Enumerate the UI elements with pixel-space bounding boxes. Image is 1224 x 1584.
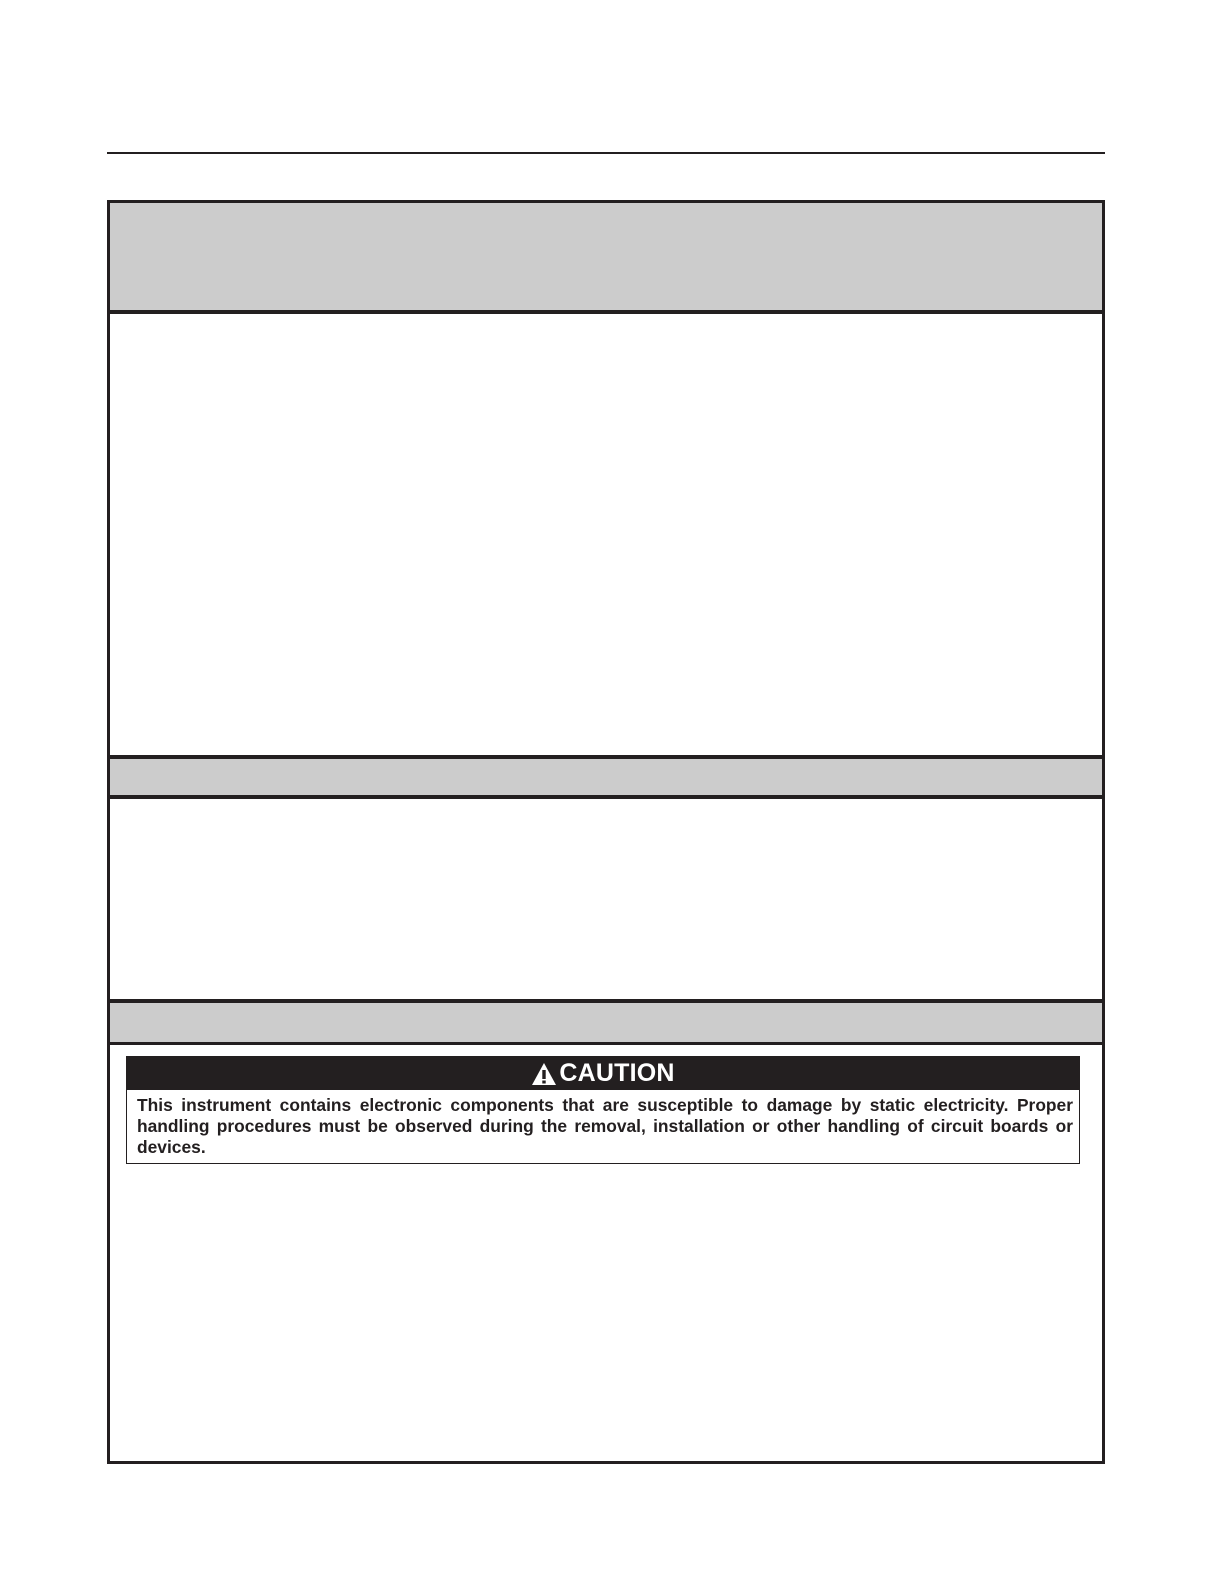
warning-triangle-icon — [531, 1062, 557, 1086]
section-band-2 — [110, 759, 1102, 795]
caution-header — [127, 1057, 1079, 1090]
caution-message: This instrument contains electronic components that are susceptible to damage by static electricity. Proper handling procedures must be observed during the removal, installation or other handling of circuit boards or devices. — [137, 1095, 1073, 1157]
section-band-3 — [110, 1003, 1102, 1042]
content-section-2 — [110, 799, 1102, 999]
content-section-1 — [110, 314, 1102, 755]
caution-notice — [126, 1056, 1080, 1164]
caution-title: CAUTION — [559, 1059, 675, 1087]
header-band — [110, 203, 1102, 310]
header-rule — [107, 152, 1105, 154]
form-frame — [107, 200, 1105, 1464]
